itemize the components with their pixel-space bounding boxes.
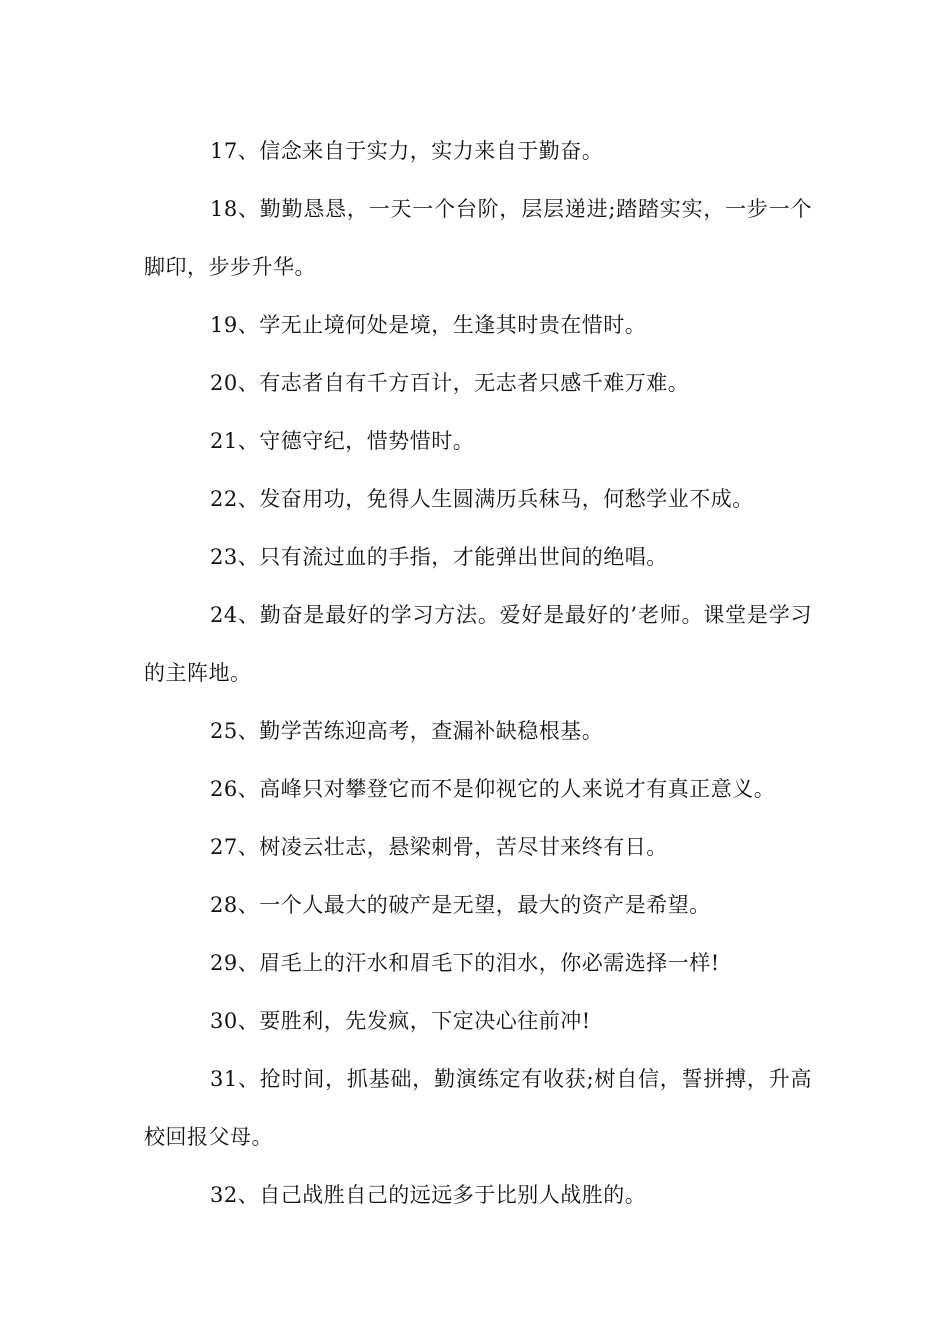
paragraph-19: 19、学无止境何处是境，生逢其时贵在惜时。 [210,313,647,337]
paragraph-30: 30、要胜利，先发疯，下定决心往前冲! [210,1009,591,1033]
paragraph-22: 22、发奋用功，免得人生圆满历兵秣马，何愁学业不成。 [210,487,754,511]
paragraph-17: 17、信念来自于实力，实力来自于勤奋。 [210,139,604,163]
paragraph-18: 18、勤勤恳恳，一天一个台阶，层层递进;踏踏实实，一步一个脚印，步步升华。 [144,197,812,279]
paragraph-27: 27、树凌云壮志，悬梁刺骨，苦尽甘来终有日。 [210,835,668,859]
paragraph-31: 31、抢时间，抓基础，勤演练定有收获;树自信，誓拼搏，升高校回报父母。 [144,1067,812,1149]
paragraph-23: 23、只有流过血的手指，才能弹出世间的绝唱。 [210,545,668,569]
paragraph-28: 28、一个人最大的破产是无望，最大的资产是希望。 [210,893,711,917]
paragraph-32: 32、自己战胜自己的远远多于比别人战胜的。 [210,1183,647,1207]
paragraph-26: 26、高峰只对攀登它而不是仰视它的人来说才有真正意义。 [210,777,776,801]
paragraph-21: 21、守德守纪，惜势惜时。 [210,429,475,453]
paragraph-24: 24、勤奋是最好的学习方法。爱好是最好的’老师。课堂是学习的主阵地。 [144,603,812,685]
document-body [144,122,812,1224]
paragraph-25: 25、勤学苦练迎高考，查漏补缺稳根基。 [210,719,604,743]
paragraph-20: 20、有志者自有千方百计，无志者只感千难万难。 [210,371,690,395]
paragraph-29: 29、眉毛上的汗水和眉毛下的泪水，你必需选择一样! [210,951,720,975]
